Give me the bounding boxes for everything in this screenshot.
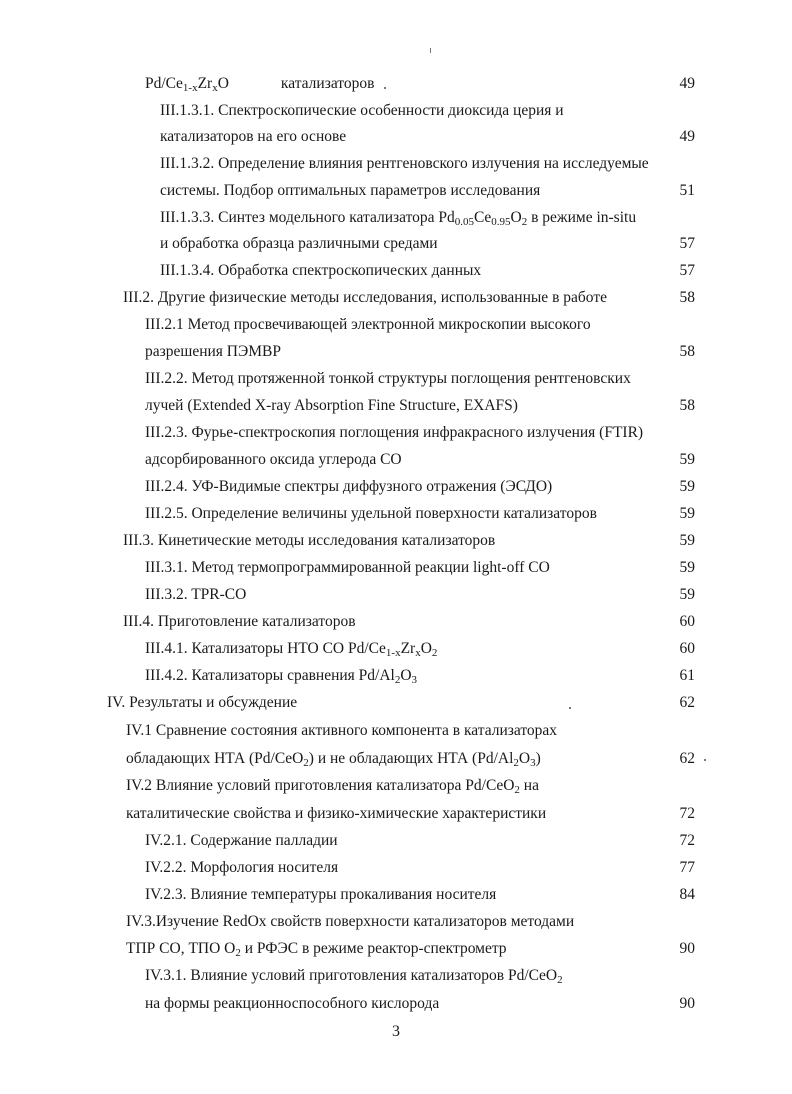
toc-page-ref: 60	[679, 640, 695, 657]
toc-page-ref: 77	[679, 859, 695, 876]
toc-entry-text: IV.2.3. Влияние температуры прокаливания носителя	[145, 886, 497, 903]
toc-entry	[0, 232, 792, 256]
toc-entry	[0, 883, 792, 907]
toc-entry	[0, 774, 792, 798]
toc-entry-text: адсорбированного оксида углерода CO	[145, 451, 402, 468]
toc-page-ref: 84	[679, 886, 695, 903]
toc-entry-text: катализаторов на его основе	[160, 128, 347, 145]
toc-entry	[0, 747, 792, 771]
toc-entry-text: III.2.3. Фурье-спектроскопия поглощения инфракрасного излучения (FTIR)	[145, 424, 644, 441]
toc-entry-text: III.4.2. Катализаторы сравнения $Pd/Al_2O_3$	[145, 667, 418, 686]
toc-page-ref: 51	[679, 182, 695, 199]
toc-entry	[0, 179, 792, 203]
toc-entry-text: IV.3.Изучение RedOx свойств поверхности катализаторов методами	[126, 913, 575, 930]
toc-entry-text: III.4.1. Катализаторы НТО CO $Pd/Ce_{1-x}Zr_xO_2$	[145, 640, 438, 659]
toc-entry-text: III.2.2. Метод протяженной тонкой структуры поглощения рентгеновских	[145, 370, 631, 387]
toc-entry-text: IV.2.1. Содержание палладии	[145, 832, 338, 849]
toc-entry	[0, 448, 792, 472]
toc-entry	[0, 719, 792, 743]
toc-page-ref: 58	[679, 397, 695, 414]
toc-entry-text: III.1.3.4. Обработка спектроскопических данных	[160, 262, 482, 279]
toc-page-ref: 90	[679, 995, 695, 1012]
toc-entry	[0, 421, 792, 445]
toc-entry	[0, 964, 792, 988]
toc-entry	[0, 286, 792, 310]
toc-page-ref: 61	[679, 667, 695, 684]
toc-page-ref: 72	[679, 832, 695, 849]
toc-entry	[0, 937, 792, 961]
toc-entry	[0, 367, 792, 391]
toc-page-ref: 57	[679, 262, 695, 279]
toc-entry-text: каталитические свойства и физико-химические характеристики	[126, 805, 547, 822]
toc-entry	[0, 72, 792, 96]
toc-entry	[0, 99, 792, 123]
toc-page-ref: 59	[679, 505, 695, 522]
toc-entry-text: разрешения ПЭМВР	[145, 343, 281, 360]
toc-entry-text: III.3.2. TPR-CO	[145, 586, 247, 603]
toc-page-ref: 57	[679, 235, 695, 252]
page-number: 3	[392, 1023, 400, 1040]
toc-entry-text: IV.1 Сравнение состояния активного компонента в катализаторах	[126, 722, 558, 739]
toc-entry-text: лучей (Extended X-ray Absorption Fine Structure, EXAFS)	[145, 397, 518, 414]
formula: $Pd/Ce_{1-x}Zr_xO$	[145, 75, 229, 94]
toc-entry-text: III.3. Кинетические методы исследования катализаторов	[123, 532, 496, 549]
toc-entry	[0, 313, 792, 337]
toc-entry-text: III.2.4. УФ-Видимые спектры диффузного отражения (ЭСДО)	[145, 478, 553, 495]
toc-entry-text: III.1.3.1. Спектроскопические особенности диоксида церия и	[160, 102, 564, 119]
toc-entry	[0, 340, 792, 364]
toc-entry-text: III.1.3.2. Определение влияния рентгеновского излучения на исследуемые	[160, 155, 649, 172]
toc-entry-text: III.2.1 Метод просвечивающей электронной микроскопии высокого	[145, 316, 591, 333]
toc-page-ref: 59	[679, 478, 695, 495]
toc-entry-text: III.1.3.3. Синтез модельного катализатора $Pd_{0.05}Ce_{0.95}O_2$ в режиме in-situ	[160, 209, 637, 228]
toc-entry	[0, 829, 792, 853]
toc-entry-text: системы. Подбор оптимальных параметров исследования	[160, 182, 541, 199]
toc-entry	[0, 475, 792, 499]
toc-page-ref: 59	[679, 532, 695, 549]
toc-entry	[0, 502, 792, 526]
toc-entry-text: и обработка образца различными средами	[160, 235, 438, 252]
toc-page-ref: 59	[679, 559, 695, 576]
toc-entry-text: IV. Результаты и обсуждение	[107, 694, 298, 711]
toc-page-ref: 58	[679, 343, 695, 360]
toc-entry	[0, 556, 792, 580]
toc-entry-text: обладающих НТА (Pd/CeO$_2$) и не обладающих НТА $(Pd/Al_2O_3)$	[126, 750, 541, 769]
toc-entry	[0, 152, 792, 176]
toc-page-ref: 49	[679, 75, 695, 92]
toc-entry-text: $Pd/Ce_{1-x}Zr_xO$ катализаторов	[145, 75, 375, 94]
toc-entry	[0, 691, 792, 715]
toc-page-ref: 62	[679, 750, 695, 767]
toc-entry	[0, 802, 792, 826]
toc-entry-text: III.2. Другие физические методы исследования, использованные в работе	[123, 289, 607, 306]
toc-page-ref: 72	[679, 805, 695, 822]
toc-page-ref: 59	[679, 586, 695, 603]
toc-page-ref: 59	[679, 451, 695, 468]
toc-entry	[0, 856, 792, 880]
toc-page-ref: 49	[679, 128, 695, 145]
toc-entry	[0, 206, 792, 230]
toc-page-ref: 62	[679, 694, 695, 711]
toc-page-ref: 58	[679, 289, 695, 306]
toc-page-ref: 90	[679, 940, 695, 957]
toc-entry	[0, 610, 792, 634]
toc-entry	[0, 394, 792, 418]
toc-entry	[0, 664, 792, 688]
toc-entry	[0, 992, 792, 1016]
toc-entry-text: ТПР CO, ТПО $O_2$ и РФЭС в режиме реактор-спектрометр	[126, 940, 507, 959]
toc-entry	[0, 125, 792, 149]
toc-entry-text: IV.3.1. Влияние условий приготовления катализаторов Pd/CeO$_2$	[145, 967, 563, 986]
toc-entry-text: III.4. Приготовление катализаторов	[123, 613, 356, 630]
toc-entry-text: IV.2 Влияние условий приготовления катализатора Pd/CeO$_2$ на	[126, 777, 539, 796]
toc-entry-text: III.3.1. Метод термопрограммированной реакции light-off CO	[145, 559, 550, 576]
scan-speck	[430, 48, 431, 53]
toc-page-ref: 60	[679, 613, 695, 630]
toc-entry	[0, 529, 792, 553]
toc-entry	[0, 259, 792, 283]
toc-entry	[0, 637, 792, 661]
toc-entry	[0, 583, 792, 607]
toc-entry-text: III.2.5. Определение величины удельной поверхности катализаторов	[145, 505, 597, 522]
toc-entry	[0, 910, 792, 934]
toc-entry-text: на формы реакционноспособного кислорода	[145, 995, 440, 1012]
toc-entry-text: IV.2.2. Морфология носителя	[145, 859, 339, 876]
